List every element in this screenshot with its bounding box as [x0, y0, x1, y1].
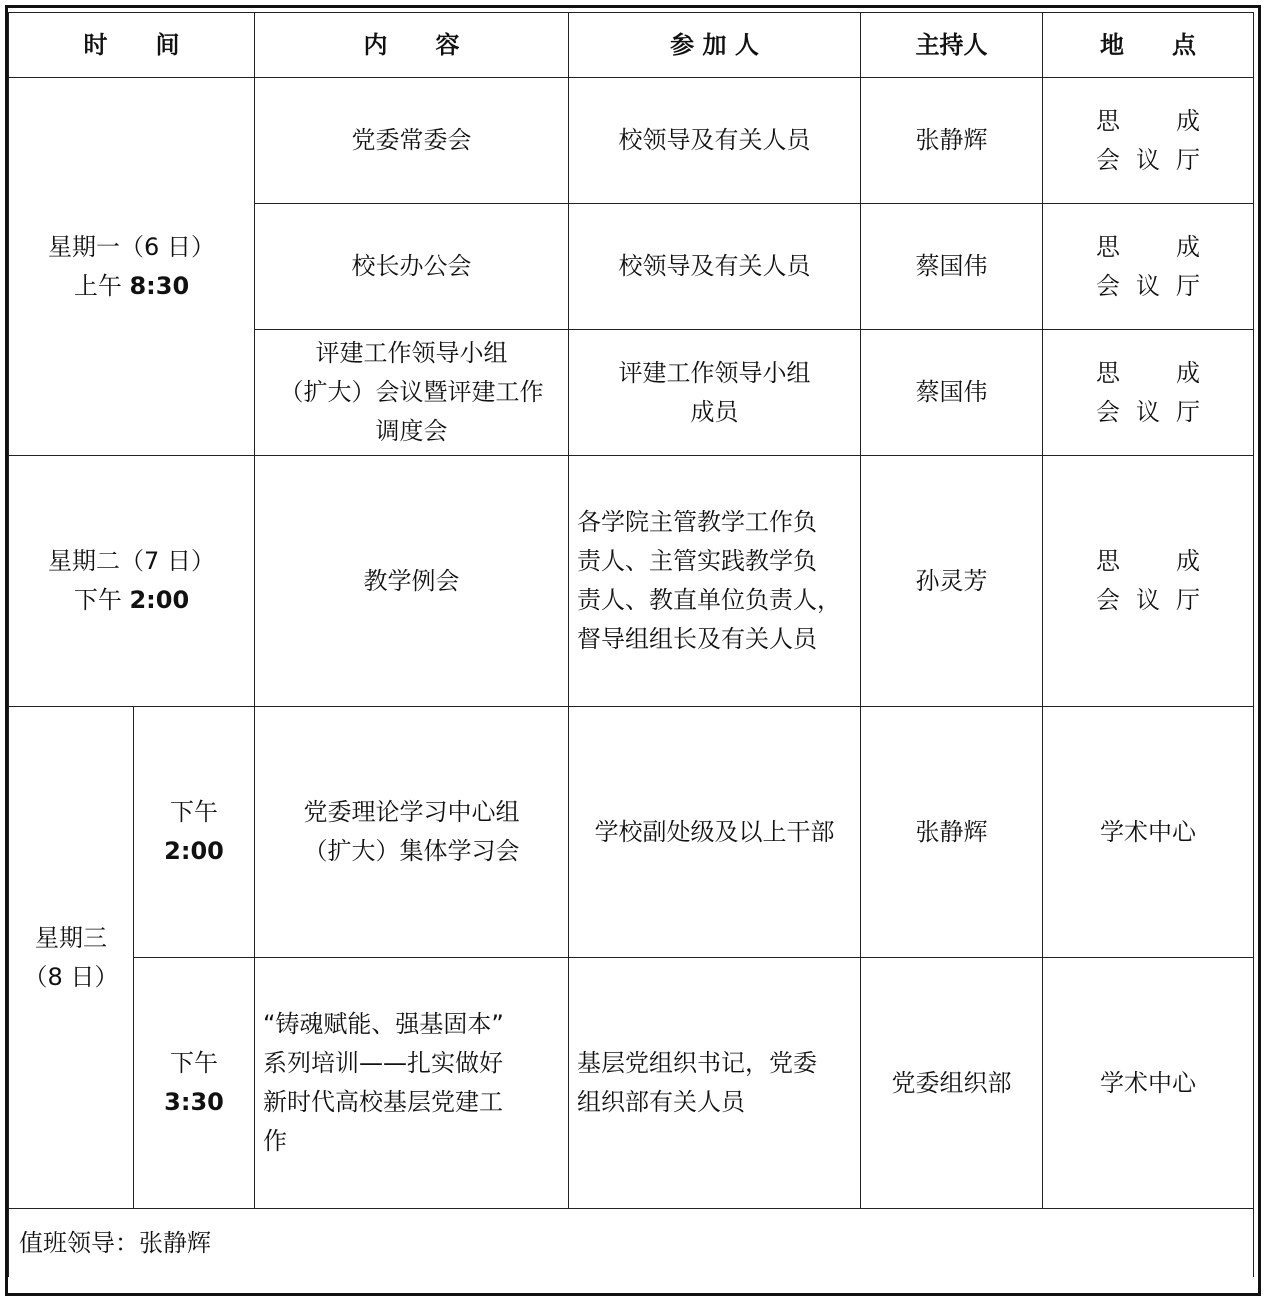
location-cell: [1043, 456, 1254, 707]
day-date: （8 日）: [23, 962, 119, 991]
content-cell: [255, 204, 569, 330]
header-host: 主持人: [861, 13, 1043, 78]
participants-line: 评建工作领导小组: [618, 358, 811, 387]
day-time: 8:30: [129, 271, 190, 300]
location-char: 成: [1176, 232, 1200, 261]
weekly-schedule-table: [8, 12, 1254, 1277]
location-char: 厅: [1176, 145, 1200, 174]
header-row: [9, 13, 1254, 78]
day-label: 星期二（7 日）: [48, 547, 215, 575]
content-line: 党委常委会: [351, 126, 472, 154]
participants-line: 学校副处级及以上干部: [594, 817, 835, 846]
location-cell: [1043, 204, 1254, 330]
header-location: 地 点: [1043, 13, 1254, 78]
location-char: 议: [1136, 145, 1160, 174]
location-cell: 学术中心: [1043, 958, 1254, 1209]
table-row: [9, 707, 1254, 958]
content-line: 教学例会: [363, 566, 460, 595]
content-cell: [255, 958, 569, 1209]
location-char: 议: [1136, 271, 1160, 300]
content-line: 新时代高校基层党建工: [263, 1088, 503, 1116]
location-char: 厅: [1176, 271, 1200, 300]
table-row: [9, 456, 1254, 707]
day-time: 2:00: [129, 586, 190, 614]
table-row: [9, 958, 1254, 1209]
content-line: “铸魂赋能、强基固本”: [263, 1010, 504, 1038]
slot-period: 下午: [170, 1049, 218, 1077]
participants-cell: [569, 204, 861, 330]
participants-line: 成员: [690, 397, 739, 426]
content-cell: [255, 707, 569, 958]
day-label: 星期一（6 日）: [48, 232, 215, 261]
content-line: 作: [263, 1127, 287, 1155]
location-char: 思: [1096, 106, 1120, 135]
content-line: （扩大）集体学习会: [303, 837, 520, 865]
location-char: 议: [1136, 397, 1160, 426]
day-label: 星期三: [35, 923, 107, 952]
participants-cell: [569, 78, 861, 204]
location-char: 会: [1096, 586, 1120, 614]
content-line: 系列培训——扎实做好: [263, 1049, 503, 1077]
location-char: 思: [1096, 232, 1120, 261]
slot-time: 3:30: [164, 1088, 224, 1116]
slot-time-cell: [134, 958, 255, 1209]
location-char: 厅: [1176, 586, 1200, 614]
content-cell: [255, 330, 569, 456]
day-period: 上午: [73, 271, 130, 300]
day-period: 下午: [73, 586, 130, 614]
host-cell: 张静辉: [861, 707, 1043, 958]
duty-leader: 值班领导：张静辉: [9, 1209, 1254, 1278]
content-line: 调度会: [375, 417, 448, 445]
location-char: 成: [1176, 106, 1200, 135]
participants-line: 督导组组长及有关人员: [577, 625, 817, 653]
participants-cell: [569, 707, 861, 958]
participants-line: 校领导及有关人员: [618, 252, 811, 280]
participants-cell: [569, 958, 861, 1209]
participants-cell: [569, 330, 861, 456]
day-cell-monday: [9, 78, 255, 456]
participants-cell: [569, 456, 861, 707]
location-char: 会: [1096, 145, 1120, 174]
location-char: 会: [1096, 397, 1120, 426]
content-cell: [255, 78, 569, 204]
slot-time-cell: [134, 707, 255, 958]
participants-line: 各学院主管教学工作负: [577, 508, 817, 536]
header-content: 内 容: [255, 13, 569, 78]
day-cell-wednesday: [9, 707, 134, 1209]
slot-period: 下午: [170, 798, 218, 826]
participants-line: 校领导及有关人员: [618, 126, 811, 154]
location-cell: [1043, 78, 1254, 204]
header-participants: 参 加 人: [569, 13, 861, 78]
content-line: （扩大）会议暨评建工作: [279, 378, 544, 406]
location-cell: 学术中心: [1043, 707, 1254, 958]
content-line: 评建工作领导小组: [315, 339, 508, 367]
location-char: 思: [1096, 547, 1120, 575]
participants-line: 基层党组织书记，党委: [577, 1049, 817, 1077]
location-char: 成: [1176, 547, 1200, 575]
content-line: 校长办公会: [351, 252, 472, 280]
slot-time: 2:00: [164, 837, 224, 865]
footer-row: [9, 1209, 1254, 1278]
host-cell: 党委组织部: [861, 958, 1043, 1209]
host-cell: 蔡国伟: [861, 330, 1043, 456]
participants-line: 责人、主管实践教学负: [577, 547, 817, 575]
location-char: 成: [1176, 358, 1200, 387]
location-char: 厅: [1176, 397, 1200, 426]
host-cell: 张静辉: [861, 78, 1043, 204]
location-char: 议: [1136, 586, 1160, 614]
host-cell: 蔡国伟: [861, 204, 1043, 330]
location-char: 会: [1096, 271, 1120, 300]
content-line: 党委理论学习中心组: [303, 798, 520, 826]
location-cell: [1043, 330, 1254, 456]
content-cell: [255, 456, 569, 707]
table-row: [9, 78, 1254, 204]
location-char: 思: [1096, 358, 1120, 387]
host-cell: 孙灵芳: [861, 456, 1043, 707]
participants-line: 责人、教直单位负责人，: [577, 586, 841, 614]
header-time: 时 间: [9, 13, 255, 78]
participants-line: 组织部有关人员: [577, 1088, 745, 1116]
day-cell-tuesday: [9, 456, 255, 707]
